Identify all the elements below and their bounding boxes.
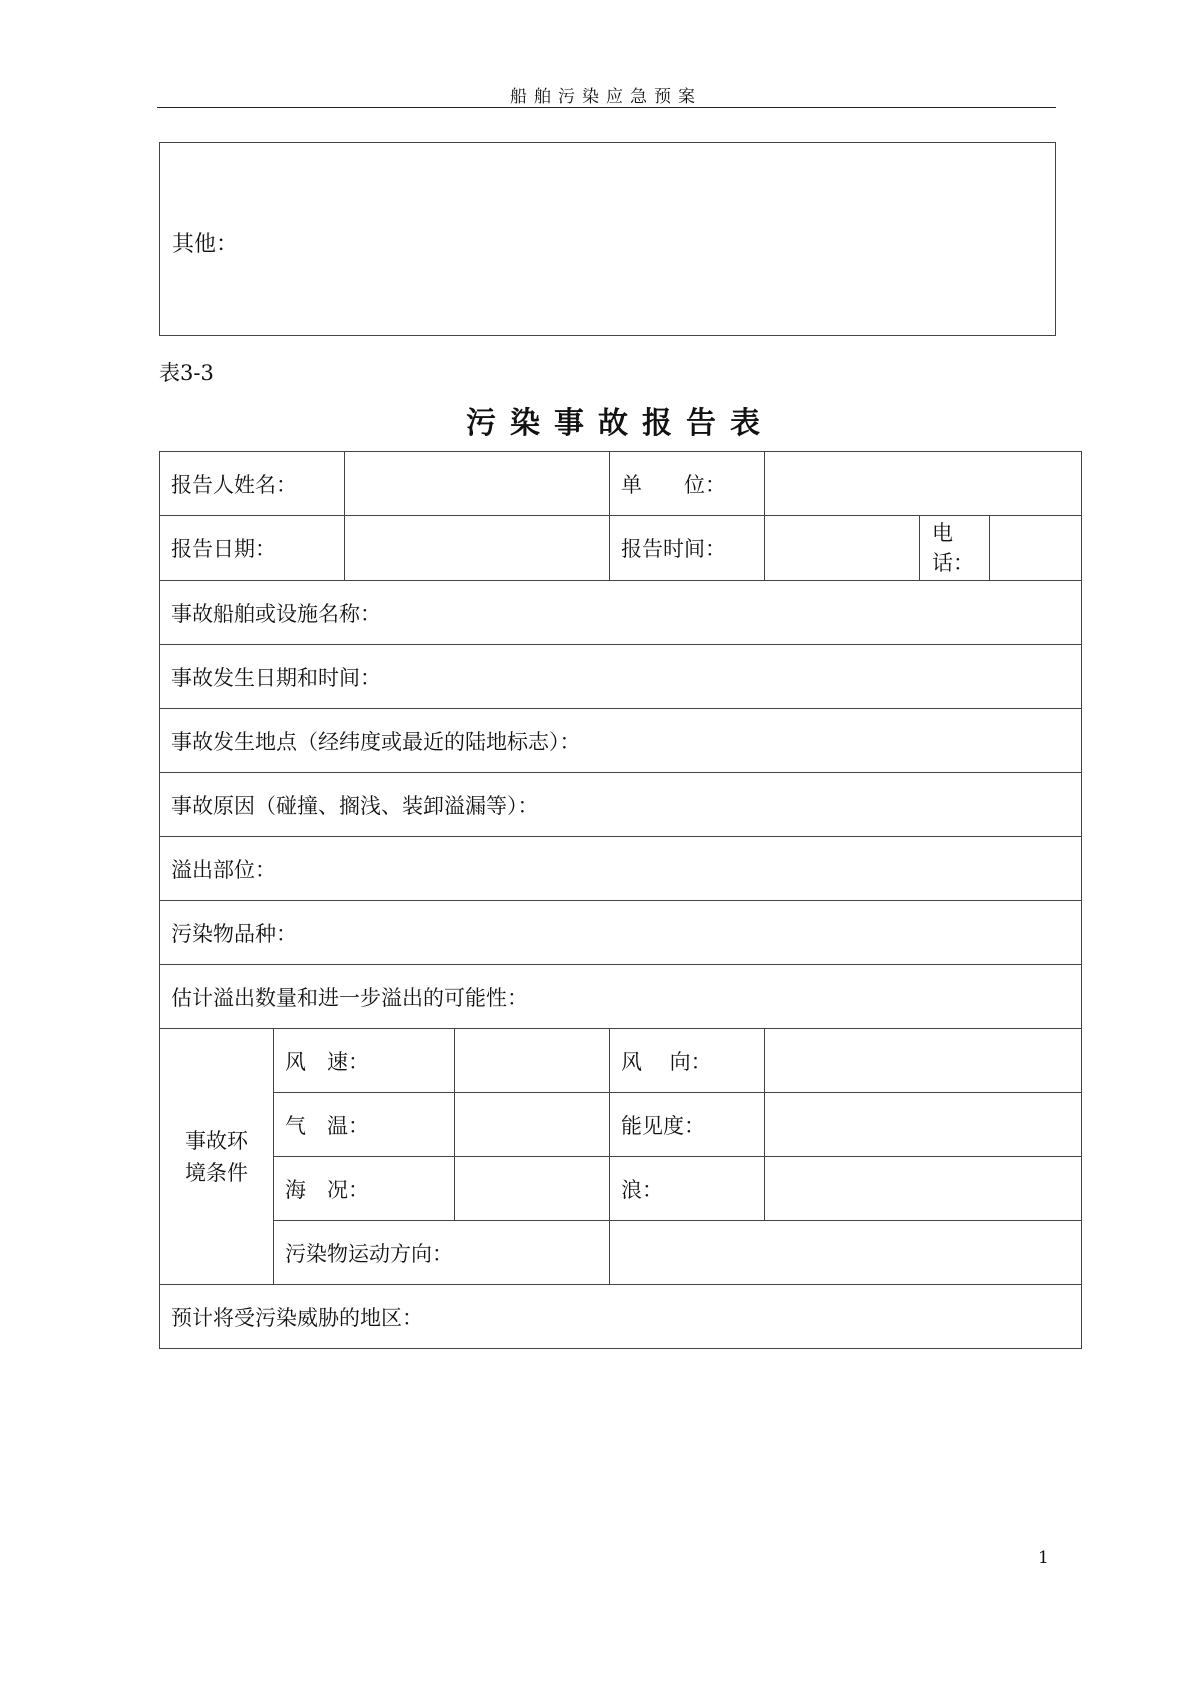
wave-field[interactable] — [765, 1157, 1082, 1221]
wind-speed-field[interactable] — [455, 1029, 610, 1093]
unit-field[interactable] — [765, 452, 1082, 516]
header-divider — [157, 107, 1056, 108]
report-time-field[interactable] — [765, 516, 920, 580]
phone-label — [920, 516, 990, 580]
temperature-label: 气 温： — [274, 1093, 455, 1157]
wind-speed-label: 风 速： — [274, 1029, 455, 1093]
table-row — [160, 452, 1082, 516]
vessel-name-label[interactable]: 事故船舶或设施名称： — [160, 581, 1082, 645]
spill-estimate-label[interactable]: 估计溢出数量和进一步溢出的可能性： — [160, 965, 1082, 1029]
spill-position-label[interactable]: 溢出部位： — [160, 837, 1082, 901]
table-row — [160, 1285, 1082, 1349]
visibility-field[interactable] — [765, 1093, 1082, 1157]
temperature-field[interactable] — [455, 1093, 610, 1157]
table-row — [160, 1093, 1082, 1157]
report-time-label: 报告时间： — [610, 516, 765, 581]
pollutant-type-label[interactable]: 污染物品种： — [160, 901, 1082, 965]
table-row — [160, 516, 1082, 581]
table-row — [160, 1157, 1082, 1221]
running-header: 船舶污染应急预案 — [510, 87, 702, 107]
table-row — [160, 581, 1082, 645]
table-row — [160, 1029, 1082, 1093]
pollutant-movement-field[interactable] — [610, 1221, 1082, 1285]
table-row — [160, 837, 1082, 901]
table-caption: 表3-3 — [159, 361, 214, 385]
env-conditions-group-label — [160, 1029, 274, 1285]
table-row — [160, 709, 1082, 773]
wind-direction-field[interactable] — [765, 1029, 1082, 1093]
wind-direction-label: 风 向： — [610, 1029, 765, 1093]
phone-field[interactable] — [990, 516, 1081, 580]
other-notes-box — [159, 142, 1056, 336]
visibility-label: 能见度： — [610, 1093, 765, 1157]
threatened-area-label[interactable]: 预计将受污染威胁的地区： — [160, 1285, 1082, 1349]
table-row — [160, 645, 1082, 709]
phone-label-line1: 电 — [932, 521, 953, 545]
report-date-field[interactable] — [345, 516, 610, 581]
incident-location-label[interactable]: 事故发生地点（经纬度或最近的陆地标志）： — [160, 709, 1082, 773]
reporter-name-field[interactable] — [345, 452, 610, 516]
form-title: 污染事故报告表 — [466, 406, 774, 441]
incident-cause-label[interactable]: 事故原因（碰撞、搁浅、装卸溢漏等）： — [160, 773, 1082, 837]
sea-state-label: 海 况： — [274, 1157, 455, 1221]
time-phone-cell — [765, 516, 1082, 581]
table-row — [160, 773, 1082, 837]
reporter-name-label: 报告人姓名： — [160, 452, 345, 516]
page-number: 1 — [1038, 1548, 1049, 1568]
env-conditions-line1: 事故环 — [185, 1128, 248, 1153]
env-conditions-line2: 境条件 — [185, 1160, 248, 1185]
sea-state-field[interactable] — [455, 1157, 610, 1221]
table-row — [160, 965, 1082, 1029]
other-notes-label: 其他： — [172, 232, 239, 257]
table-row — [160, 901, 1082, 965]
phone-label-line2: 话： — [932, 551, 974, 575]
pollutant-movement-label: 污染物运动方向： — [274, 1221, 610, 1285]
table-row — [160, 1221, 1082, 1285]
incident-datetime-label[interactable]: 事故发生日期和时间： — [160, 645, 1082, 709]
unit-label: 单 位： — [610, 452, 765, 516]
pollution-incident-report-table — [159, 451, 1082, 1349]
report-date-label: 报告日期： — [160, 516, 345, 581]
wave-label: 浪： — [610, 1157, 765, 1221]
